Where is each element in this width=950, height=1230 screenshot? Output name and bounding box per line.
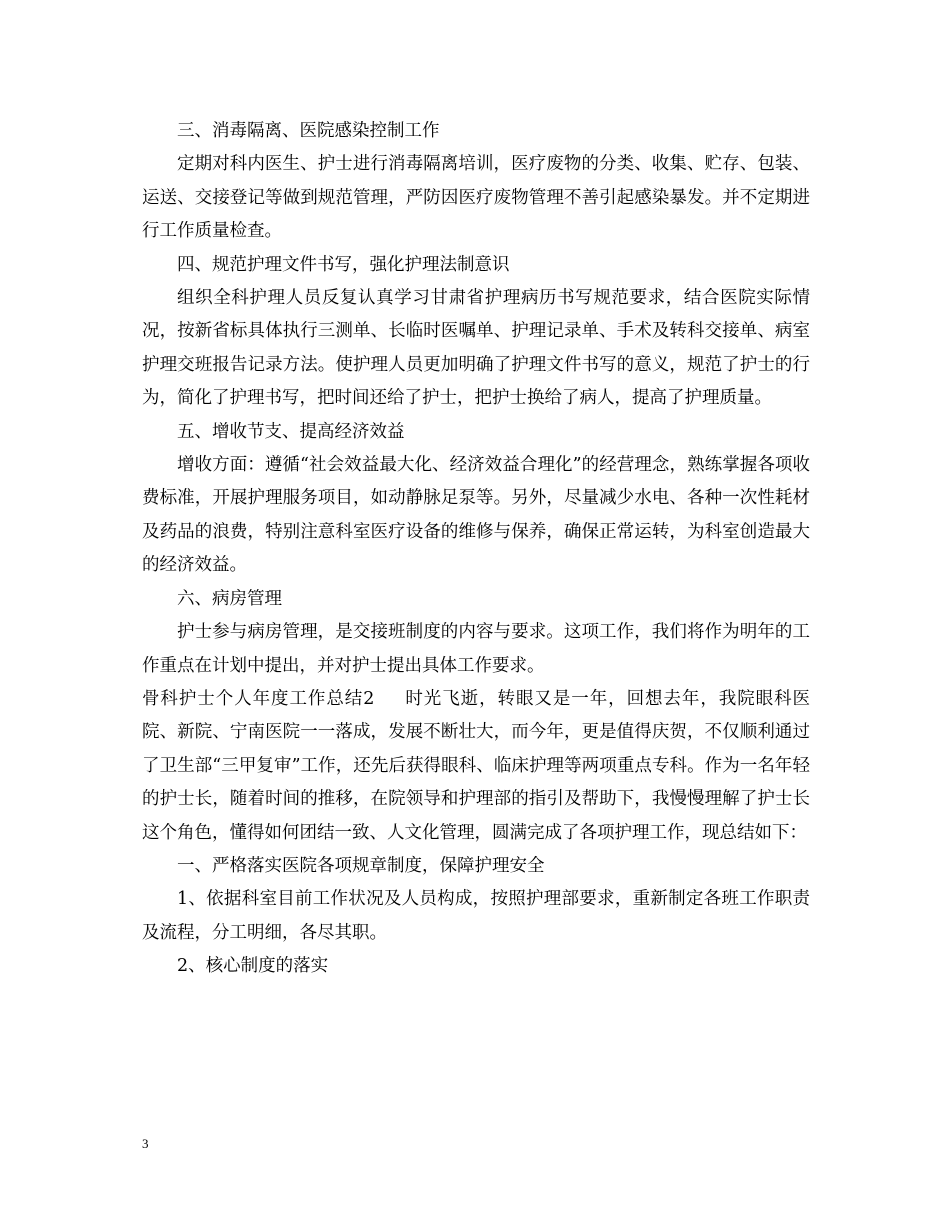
paragraph-duties: 1、依据科室目前工作状况及人员构成，按照护理部要求，重新制定各班工作职责及流程，分工明细，各尽其职。 <box>142 889 810 943</box>
section-heading-disinfection: 三、消毒隔离、医院感染控制工作 <box>177 121 440 141</box>
document-body <box>142 115 810 984</box>
annual-summary-title: 骨科护士个人年度工作总结2 <box>142 688 375 709</box>
section-heading-safety: 一、严格落实医院各项规章制度，保障护理安全 <box>177 855 545 876</box>
section-heading-ward-management: 六、病房管理 <box>177 588 282 609</box>
paragraph-core-system: 2、核心制度的落实 <box>177 956 329 977</box>
annual-summary-text: 时光飞逝，转眼又是一年，回想去年，我院眼科医院、新院、宁南医院一一落成，发展不断壮大，而今年，更是值得庆贺，不仅顺利通过了卫生部“三甲复审”工作，还先后获得眼科、临床护理等两项重点专科。作为一名年轻的护士长，随着时间的推移，在院领导和护理部的指引及帮助下，我慢慢理解了护士长这个角色，懂得如何团结一致、人文化管理，圆满完成了各项护理工作，现总结如下： <box>142 688 811 843</box>
paragraph-nursing-documents: 组织全科护理人员反复认真学习甘肃省护理病历书写规范要求，结合医院实际情况，按新省标具体执行三测单、长临时医嘱单、护理记录单、手术及转科交接单、病室护理交班报告记录方法。使护理人员更加明确了护理文件书写的意义，规范了护士的行为，简化了护理书写，把时间还给了护士，把护士换给了病人，提高了护理质量。 <box>142 288 810 409</box>
page-number: 3 <box>142 1136 149 1151</box>
paragraph-economic-benefits: 增收方面：遵循“社会效益最大化、经济效益合理化”的经营理念，熟练掌握各项收费标准，开展护理服务项目，如动静脉足泵等。另外，尽量减少水电、各种一次性耗材及药品的浪费，特别注意科室医疗设备的维修与保养，确保正常运转，为科室创造最大的经济效益。 <box>142 455 810 576</box>
section-heading-nursing-documents: 四、规范护理文件书写，强化护理法制意识 <box>177 254 510 275</box>
paragraph-ward-management: 护士参与病房管理，是交接班制度的内容与要求。这项工作，我们将作为明年的工作重点在计划中提出，并对护士提出具体工作要求。 <box>142 622 810 676</box>
paragraph-disinfection: 定期对科内医生、护士进行消毒隔离培训，医疗废物的分类、收集、贮存、包装、运送、交接登记等做到规范管理，严防因医疗废物管理不善引起感染暴发。并不定期进行工作质量检查。 <box>142 154 810 242</box>
paragraph-annual-summary <box>142 683 810 850</box>
section-heading-economic-benefits: 五、增收节支、提高经济效益 <box>177 421 405 442</box>
